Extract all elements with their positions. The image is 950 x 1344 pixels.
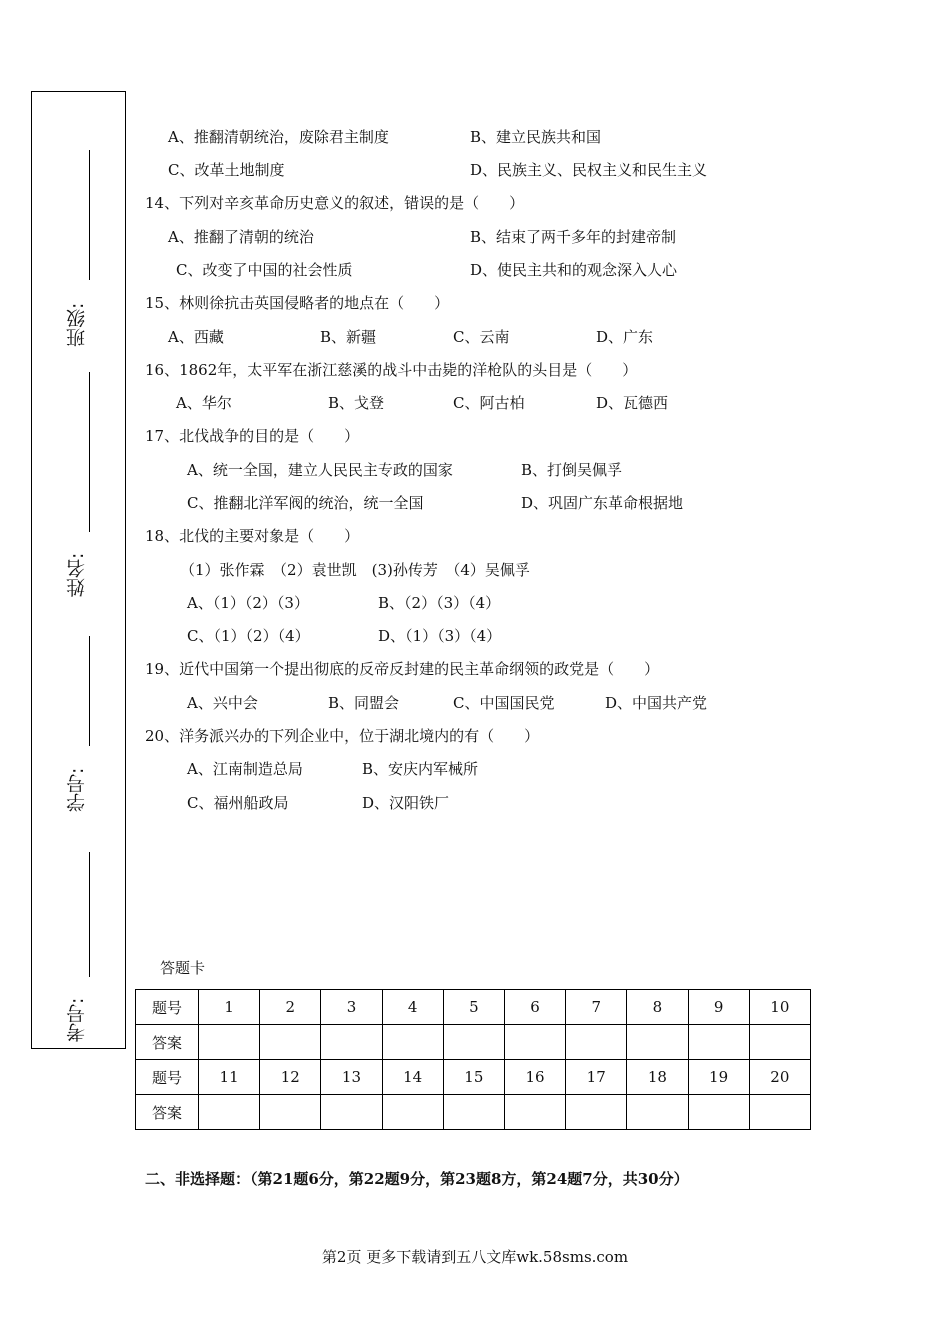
answer-card-cell (382, 1025, 443, 1060)
answer-card-cell (321, 1095, 382, 1130)
answer-card-row (136, 1060, 811, 1095)
answer-card-cell (688, 1095, 749, 1130)
question-line: C、改变了中国的社会性质 (176, 261, 353, 279)
answer-card-cell (443, 1025, 504, 1060)
question-line: D、民族主义、民权主义和民生主义 (470, 161, 708, 179)
answer-card-cell (260, 1025, 321, 1060)
class-label: 班级: (66, 302, 88, 348)
question-line: C、改革土地制度 (168, 161, 285, 179)
answer-card-cell (749, 1025, 810, 1060)
answer-card-cell (504, 1095, 565, 1130)
question-line: B、建立民族共和国 (470, 128, 602, 146)
answer-card-cell (749, 1095, 810, 1130)
question-line: C、福州船政局 (187, 794, 289, 812)
answer-card-title: 答题卡 (160, 959, 206, 977)
question-line: C、（1）（2）（4） (187, 627, 310, 645)
page-footer: 第2页 更多下载请到五八文库wk.58sms.com (321, 1248, 629, 1266)
answer-card-table (135, 989, 811, 1130)
answer-card-row-header: 答案 (136, 1025, 199, 1060)
question-line: D、使民主共和的观念深入人心 (470, 261, 678, 279)
answer-card-cell: 15 (443, 1060, 504, 1095)
answer-card-cell (199, 1025, 260, 1060)
question-line: D、（1）（3）（4） (378, 627, 502, 645)
question-line: A、推翻清朝统治，废除君主制度 (168, 128, 389, 146)
question-line: B、新疆 (320, 328, 377, 346)
answer-card-cell: 7 (566, 990, 627, 1025)
question-line: 18、北伐的主要对象是（ ） (145, 527, 360, 545)
binding-fill-line (89, 636, 90, 746)
name-label: 姓名: (66, 552, 88, 598)
answer-card-cell (627, 1025, 688, 1060)
question-line: A、统一全国，建立人民民主专政的国家 (187, 461, 453, 479)
answer-card-cell: 5 (443, 990, 504, 1025)
answer-card-row (136, 1025, 811, 1060)
question-line: 17、北伐战争的目的是（ ） (145, 427, 360, 445)
question-line: A、推翻了清朝的统治 (168, 228, 314, 246)
answer-card-cell (382, 1095, 443, 1130)
question-line: A、西藏 (168, 328, 224, 346)
question-line: A、江南制造总局 (187, 760, 303, 778)
answer-card-row-header: 题号 (136, 1060, 199, 1095)
answer-card-cell (688, 1025, 749, 1060)
binding-fill-line (89, 852, 90, 977)
student-id-label: 学号: (66, 767, 88, 813)
question-line: B、安庆内军械所 (362, 760, 479, 778)
answer-card-cell: 18 (627, 1060, 688, 1095)
answer-card-cell: 3 (321, 990, 382, 1025)
answer-card-cell: 20 (749, 1060, 810, 1095)
question-line: D、汉阳铁厂 (362, 794, 450, 812)
question-line: C、推翻北洋军阀的统治，统一全国 (187, 494, 424, 512)
answer-card-cell: 4 (382, 990, 443, 1025)
question-line: C、阿古柏 (453, 394, 525, 412)
section-two-heading: 二、非选择题：（第21题6分，第22题9分，第23题8方，第24题7分，共30分） (145, 1170, 689, 1188)
answer-card-cell: 13 (321, 1060, 382, 1095)
answer-card-cell: 10 (749, 990, 810, 1025)
answer-card-row (136, 990, 811, 1025)
answer-card-cell (260, 1095, 321, 1130)
answer-card-cell: 1 (199, 990, 260, 1025)
answer-card-cell: 9 (688, 990, 749, 1025)
question-line: D、瓦德西 (596, 394, 669, 412)
answer-card-cell: 6 (504, 990, 565, 1025)
question-line: D、巩固广东革命根据地 (521, 494, 684, 512)
question-line: 15、林则徐抗击英国侵略者的地点在（ ） (145, 294, 450, 312)
question-line: C、中国国民党 (453, 694, 555, 712)
question-line: 16、1862年，太平军在浙江慈溪的战斗中击毙的洋枪队的头目是（ ） (145, 361, 638, 379)
answer-card-cell: 2 (260, 990, 321, 1025)
answer-card-cell: 11 (199, 1060, 260, 1095)
answer-card-row-header: 答案 (136, 1095, 199, 1130)
question-line: C、云南 (453, 328, 510, 346)
answer-card-cell: 14 (382, 1060, 443, 1095)
question-line: 14、下列对辛亥革命历史意义的叙述，错误的是（ ） (145, 194, 525, 212)
answer-card-cell: 19 (688, 1060, 749, 1095)
answer-card-row-header: 题号 (136, 990, 199, 1025)
question-line: 20、洋务派兴办的下列企业中，位于湖北境内的有（ ） (145, 727, 540, 745)
question-line: D、广东 (596, 328, 654, 346)
answer-card-cell (566, 1095, 627, 1130)
question-line: B、戈登 (328, 394, 385, 412)
question-line: B、打倒吴佩孚 (521, 461, 623, 479)
answer-card-cell: 12 (260, 1060, 321, 1095)
answer-card-cell (566, 1025, 627, 1060)
answer-card-cell (627, 1095, 688, 1130)
answer-card-cell: 17 (566, 1060, 627, 1095)
question-line: A、华尔 (176, 394, 232, 412)
answer-card-cell: 16 (504, 1060, 565, 1095)
answer-card-cell (321, 1025, 382, 1060)
binding-fill-line (89, 150, 90, 280)
answer-card-cell: 8 (627, 990, 688, 1025)
question-line: D、中国共产党 (605, 694, 708, 712)
question-line: A、兴中会 (187, 694, 258, 712)
question-line: B、结束了两千多年的封建帝制 (470, 228, 677, 246)
answer-card-row (136, 1095, 811, 1130)
answer-card-cell (199, 1095, 260, 1130)
answer-card-cell (443, 1095, 504, 1130)
answer-card-cell (504, 1025, 565, 1060)
question-line: B、同盟会 (328, 694, 400, 712)
binding-fill-line (89, 372, 90, 532)
question-line: B、（2）（3）（4） (378, 594, 501, 612)
question-line: （1）张作霖 （2）袁世凯 (3)孙传芳 （4）吴佩孚 (180, 561, 530, 579)
question-line: 19、近代中国第一个提出彻底的反帝反封建的民主革命纲领的政党是（ ） (145, 660, 660, 678)
question-line: A、（1）（2）（3） (187, 594, 309, 612)
exam-number-label: 考号: (66, 997, 88, 1043)
